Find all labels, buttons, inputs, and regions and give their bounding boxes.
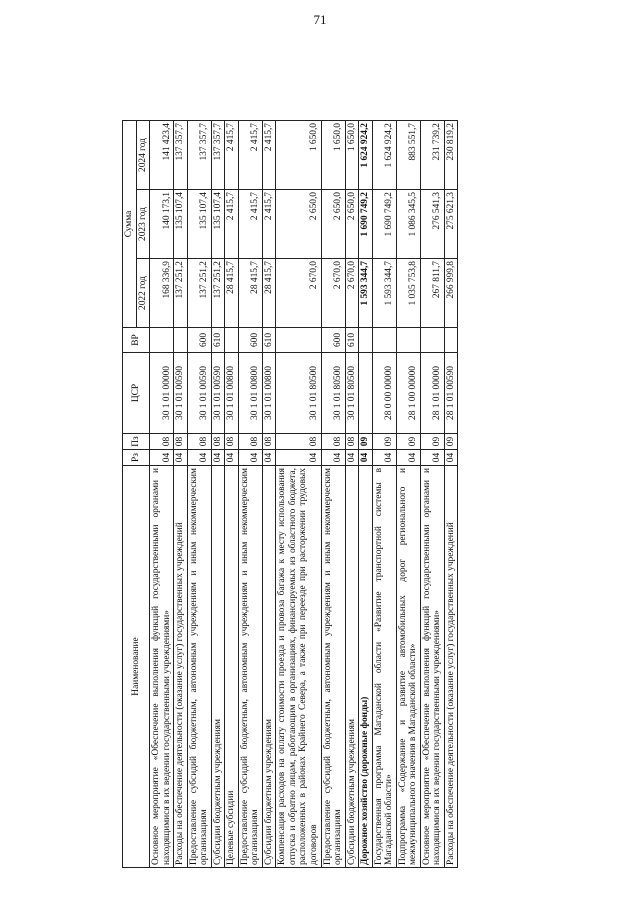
row-name: Целевые субсидии bbox=[225, 466, 239, 868]
row-rz: 04 bbox=[174, 450, 188, 466]
row-csr: 30 1 01 00590 bbox=[211, 353, 225, 434]
row-vr bbox=[444, 328, 458, 353]
row-2023: 2 650,0 bbox=[276, 190, 321, 259]
row-2024: 1 624 924,2 bbox=[372, 121, 396, 190]
row-2024: 883 551,7 bbox=[396, 121, 420, 190]
header-sum: Сумма bbox=[123, 121, 137, 328]
table-row bbox=[396, 121, 420, 868]
row-pz: 09 bbox=[359, 434, 373, 450]
row-2024: 231 739,2 bbox=[420, 121, 444, 190]
row-name: Предоставление субсидий бюджетным, автономным учреждениям и иным некоммерческим организациям bbox=[321, 466, 345, 868]
row-name: Субсидии бюджетным учреждениям bbox=[345, 466, 359, 868]
row-csr: 28 1 00 00000 bbox=[396, 353, 420, 434]
row-csr: 28 1 01 00590 bbox=[444, 353, 458, 434]
table-row bbox=[150, 121, 174, 868]
row-vr bbox=[396, 328, 420, 353]
budget-table bbox=[122, 120, 458, 868]
row-2023: 2 415,7 bbox=[238, 190, 262, 259]
row-2022: 28 415,7 bbox=[238, 259, 262, 328]
row-2022: 1 593 344,7 bbox=[359, 259, 373, 328]
row-name: Предоставление субсидий бюджетным, автономным учреждениям и иным некоммерческим организациям bbox=[187, 466, 211, 868]
row-2024: 2 415,7 bbox=[262, 121, 276, 190]
row-2023: 275 621,3 bbox=[444, 190, 458, 259]
row-name: Основное мероприятие «Обеспечение выполнения функций государственными органами и находящимися в их ведении государственными учреждениями» bbox=[420, 466, 444, 868]
row-2024: 141 423,4 bbox=[150, 121, 174, 190]
row-vr: 610 bbox=[345, 328, 359, 353]
row-rz: 04 bbox=[225, 450, 239, 466]
table-header bbox=[123, 121, 150, 868]
row-rz: 04 bbox=[238, 450, 262, 466]
row-vr bbox=[359, 328, 373, 353]
row-rz: 04 bbox=[150, 450, 174, 466]
header-rz: Рз bbox=[123, 450, 150, 466]
row-rz: 04 bbox=[396, 450, 420, 466]
row-vr: 600 bbox=[238, 328, 262, 353]
row-2022: 137 251,2 bbox=[174, 259, 188, 328]
table-row bbox=[345, 121, 359, 868]
row-rz: 04 bbox=[345, 450, 359, 466]
row-pz: 08 bbox=[345, 434, 359, 450]
row-pz: 08 bbox=[150, 434, 174, 450]
table-row bbox=[187, 121, 211, 868]
table-row bbox=[276, 121, 321, 868]
row-2024: 137 357,7 bbox=[174, 121, 188, 190]
row-csr: 28 1 01 00000 bbox=[420, 353, 444, 434]
header-2022: 2022 год bbox=[136, 259, 150, 328]
row-vr: 610 bbox=[211, 328, 225, 353]
row-2023: 140 173,1 bbox=[150, 190, 174, 259]
row-vr bbox=[420, 328, 444, 353]
row-csr bbox=[359, 353, 373, 434]
row-2024: 2 415,7 bbox=[238, 121, 262, 190]
row-2023: 276 541,3 bbox=[420, 190, 444, 259]
row-pz: 09 bbox=[372, 434, 396, 450]
row-pz: 08 bbox=[225, 434, 239, 450]
row-2022: 1 593 344,7 bbox=[372, 259, 396, 328]
row-2023: 1 690 749,2 bbox=[372, 190, 396, 259]
header-vr: ВР bbox=[123, 328, 150, 353]
row-csr: 30 1 01 80500 bbox=[345, 353, 359, 434]
row-2022: 2 670,0 bbox=[345, 259, 359, 328]
row-2022: 28 415,7 bbox=[225, 259, 239, 328]
row-rz: 04 bbox=[372, 450, 396, 466]
row-2023: 135 107,4 bbox=[211, 190, 225, 259]
row-csr: 30 1 01 80500 bbox=[276, 353, 321, 434]
header-pz: Пз bbox=[123, 434, 150, 450]
row-2024: 137 357,7 bbox=[211, 121, 225, 190]
row-2023: 2 415,7 bbox=[225, 190, 239, 259]
row-rz: 04 bbox=[359, 450, 373, 466]
table-row bbox=[262, 121, 276, 868]
row-csr: 30 1 01 00800 bbox=[225, 353, 239, 434]
table-row bbox=[321, 121, 345, 868]
row-vr: 610 bbox=[262, 328, 276, 353]
header-2023: 2023 год bbox=[136, 190, 150, 259]
row-csr: 30 1 01 00000 bbox=[150, 353, 174, 434]
row-2022: 266 999,8 bbox=[444, 259, 458, 328]
row-rz: 04 bbox=[444, 450, 458, 466]
row-2024: 2 415,7 bbox=[225, 121, 239, 190]
header-csr: ЦСР bbox=[123, 353, 150, 434]
row-2022: 28 415,7 bbox=[262, 259, 276, 328]
row-name: Дорожное хозяйство (дорожные фонды) bbox=[359, 466, 373, 868]
table-row bbox=[211, 121, 225, 868]
row-2024: 137 357,7 bbox=[187, 121, 211, 190]
row-2023: 1 086 345,5 bbox=[396, 190, 420, 259]
row-name: Государственная программа Магаданской области «Развитие транспортной системы в Магаданской области» bbox=[372, 466, 396, 868]
row-pz: 08 bbox=[238, 434, 262, 450]
row-2024: 1 624 924,2 bbox=[359, 121, 373, 190]
row-2022: 168 336,9 bbox=[150, 259, 174, 328]
row-2023: 2 650,0 bbox=[321, 190, 345, 259]
row-pz: 08 bbox=[262, 434, 276, 450]
row-pz: 08 bbox=[276, 434, 321, 450]
row-csr: 30 1 01 00590 bbox=[174, 353, 188, 434]
row-name: Подпрограмма «Содержание и развитие автомобильных дорог регионального и межмуниципального значения в Магаданской области» bbox=[396, 466, 420, 868]
table-row bbox=[372, 121, 396, 868]
row-csr: 30 1 01 00590 bbox=[187, 353, 211, 434]
row-name: Основное мероприятие «Обеспечение выполнения функций государственными органами и находящимися в их ведении государственными учреждениями» bbox=[150, 466, 174, 868]
row-pz: 09 bbox=[396, 434, 420, 450]
row-rz: 04 bbox=[276, 450, 321, 466]
row-2022: 137 251,2 bbox=[187, 259, 211, 328]
row-name: Компенсация расходов на оплату стоимости проезда и провоза багажа к месту использования отпуска и обратно лицам, работающим в организациях, финансируемых из областного бюджета, расположенных в районах Крайнего Севера, а также при переезде при расторжении трудовых договоров bbox=[276, 466, 321, 868]
row-2023: 1 690 749,2 bbox=[359, 190, 373, 259]
row-2024: 1 650,0 bbox=[276, 121, 321, 190]
row-vr bbox=[150, 328, 174, 353]
table-row bbox=[444, 121, 458, 868]
row-vr: 600 bbox=[187, 328, 211, 353]
row-name: Расходы на обеспечение деятельности (оказание услуг) государственных учреждений bbox=[444, 466, 458, 868]
row-csr: 30 1 01 00800 bbox=[262, 353, 276, 434]
row-name: Субсидии бюджетным учреждениям bbox=[211, 466, 225, 868]
row-2022: 137 251,2 bbox=[211, 259, 225, 328]
table-row bbox=[225, 121, 239, 868]
row-rz: 04 bbox=[211, 450, 225, 466]
row-pz: 08 bbox=[211, 434, 225, 450]
row-vr bbox=[276, 328, 321, 353]
row-pz: 09 bbox=[444, 434, 458, 450]
row-2022: 1 035 753,8 bbox=[396, 259, 420, 328]
table-body bbox=[150, 121, 458, 868]
row-csr: 30 1 01 00800 bbox=[238, 353, 262, 434]
row-2022: 267 811,7 bbox=[420, 259, 444, 328]
header-name: Наименование bbox=[123, 466, 150, 868]
row-2024: 1 650,0 bbox=[345, 121, 359, 190]
table-row bbox=[238, 121, 262, 868]
row-pz: 08 bbox=[321, 434, 345, 450]
table-row bbox=[174, 121, 188, 868]
row-csr: 28 0 00 00000 bbox=[372, 353, 396, 434]
table-row bbox=[420, 121, 444, 868]
row-name: Субсидии бюджетным учреждениям bbox=[262, 466, 276, 868]
row-pz: 08 bbox=[174, 434, 188, 450]
row-2022: 2 670,0 bbox=[276, 259, 321, 328]
rotated-page-content bbox=[122, 120, 562, 868]
row-vr bbox=[174, 328, 188, 353]
row-2024: 230 819,2 bbox=[444, 121, 458, 190]
row-2023: 2 415,7 bbox=[262, 190, 276, 259]
row-2023: 135 107,4 bbox=[187, 190, 211, 259]
row-rz: 04 bbox=[187, 450, 211, 466]
row-name: Расходы на обеспечение деятельности (оказание услуг) государственных учреждений bbox=[174, 466, 188, 868]
row-2023: 135 107,4 bbox=[174, 190, 188, 259]
page-number: 71 bbox=[313, 12, 327, 27]
row-csr: 30 1 01 80500 bbox=[321, 353, 345, 434]
row-vr bbox=[372, 328, 396, 353]
row-2023: 2 650,0 bbox=[345, 190, 359, 259]
row-name: Предоставление субсидий бюджетным, автономным учреждениям и иным некоммерческим организациям bbox=[238, 466, 262, 868]
row-rz: 04 bbox=[321, 450, 345, 466]
row-pz: 08 bbox=[187, 434, 211, 450]
row-vr: 600 bbox=[321, 328, 345, 353]
row-2024: 1 650,0 bbox=[321, 121, 345, 190]
table-row bbox=[359, 121, 373, 868]
header-2024: 2024 год bbox=[136, 121, 150, 190]
row-pz: 09 bbox=[420, 434, 444, 450]
row-rz: 04 bbox=[420, 450, 444, 466]
row-rz: 04 bbox=[262, 450, 276, 466]
row-vr bbox=[225, 328, 239, 353]
row-2022: 2 670,0 bbox=[321, 259, 345, 328]
